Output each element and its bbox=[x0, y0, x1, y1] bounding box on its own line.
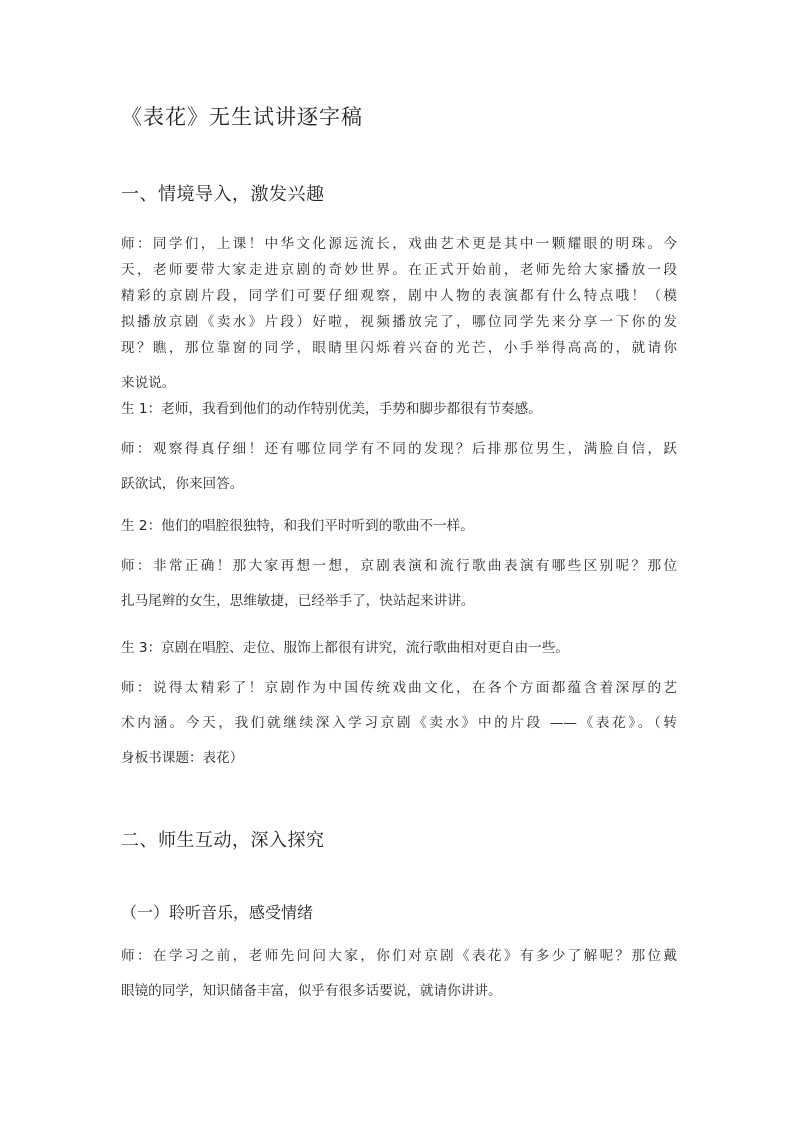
text-line: 生 2：他们的唱腔很独特，和我们平时听到的歌曲不一样。 bbox=[121, 518, 474, 534]
text-line: 现？瞧，那位靠窗的同学，眼睛里闪烁着兴奋的光芒，小手举得高高的，就请你 bbox=[121, 340, 677, 356]
text-line: 师：观察得真仔细！还有哪位同学有不同的发现？后排那位男生，满脸自信，跃 bbox=[121, 441, 677, 457]
text-line: 生 3：京剧在唱腔、走位、服饰上都很有讲究，流行歌曲相对更自由一些。 bbox=[121, 640, 569, 656]
paragraph-student-2 bbox=[121, 513, 677, 539]
text-line: 眼镜的同学，知识储备丰富，似乎有很多话要说，就请你讲讲。 bbox=[121, 983, 502, 999]
paragraph-teacher-intro bbox=[121, 231, 677, 396]
paragraph-teacher-reply-1 bbox=[121, 436, 677, 497]
paragraph-student-3 bbox=[121, 635, 677, 661]
text-line: 术内涵。今天，我们就继续深入学习京剧《卖水》中的片段 ——《表花》。（转 bbox=[121, 715, 677, 731]
text-line: 师：非常正确！那大家再想一想，京剧表演和流行歌曲表演有哪些区别呢？那位 bbox=[121, 558, 677, 574]
text-line: 师：在学习之前，老师先问问大家，你们对京剧《表花》有多少了解呢？那位戴 bbox=[121, 948, 677, 964]
document-title: 《表花》无生试讲逐字稿 bbox=[121, 105, 363, 129]
section-heading-2: 二、师生互动，深入探究 bbox=[121, 830, 325, 851]
text-line: 精彩的京剧片段，同学们可要仔细观察，剧中人物的表演都有什么特点哦！（模 bbox=[121, 288, 677, 304]
paragraph-teacher-reply-2 bbox=[121, 553, 677, 614]
text-line: 师：同学们，上课！中华文化源远流长，戏曲艺术更是其中一颗耀眼的明珠。今 bbox=[121, 236, 677, 252]
text-line: 来说说。 bbox=[121, 375, 176, 391]
paragraph-teacher-question bbox=[121, 943, 677, 1004]
text-line: 拟播放京剧《卖水》片段）好啦，视频播放完了，哪位同学先来分享一下你的发 bbox=[121, 314, 677, 330]
text-line: 扎马尾辫的女生，思维敏捷，已经举手了，快站起来讲讲。 bbox=[121, 593, 475, 609]
text-line: 生 1：老师，我看到他们的动作特别优美，手势和脚步都很有节奏感。 bbox=[121, 401, 542, 417]
paragraph-teacher-reply-3 bbox=[121, 675, 677, 771]
paragraph-student-1 bbox=[121, 396, 677, 422]
text-line: 天，老师要带大家走进京剧的奇妙世界。在正式开始前，老师先给大家播放一段 bbox=[121, 262, 677, 278]
text-line: 师：说得太精彩了！京剧作为中国传统戏曲文化，在各个方面都蕴含着深厚的艺 bbox=[121, 680, 677, 696]
subsection-heading-1: （一）聆听音乐，感受情绪 bbox=[121, 903, 314, 922]
section-heading-1: 一、情境导入，激发兴趣 bbox=[121, 184, 325, 205]
text-line: 跃欲试，你来回答。 bbox=[121, 476, 244, 492]
text-line: 身板书课题：表花） bbox=[121, 750, 244, 766]
